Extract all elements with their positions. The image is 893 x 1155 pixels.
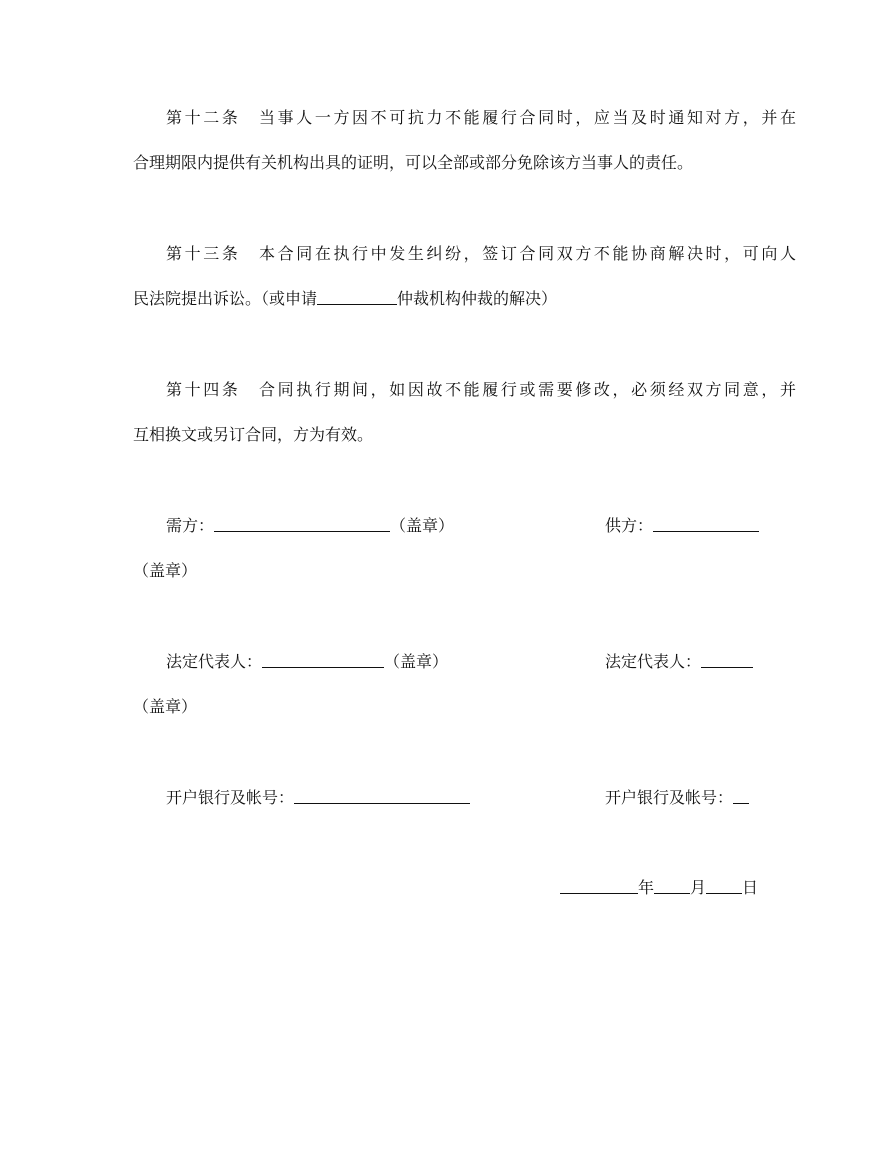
article-13-heading: 第十三条 (166, 244, 241, 263)
year-label: 年 (638, 878, 655, 897)
demand-legal-rep-blank[interactable] (262, 651, 384, 668)
day-label: 日 (742, 878, 759, 897)
article-13-text-2-suffix: 仲裁机构仲裁的解决） (397, 289, 558, 308)
supply-bank (605, 787, 749, 809)
demand-legal-rep (166, 651, 448, 673)
demand-bank (166, 787, 470, 809)
article-12-text-1: 当事人一方因不可抗力不能履行合同时，应当及时通知对方，并在 (256, 108, 796, 127)
day-blank[interactable] (706, 877, 742, 894)
demand-party-blank[interactable] (214, 515, 390, 532)
article-14-line-1 (133, 379, 796, 401)
demand-legal-rep-label: 法定代表人： (166, 652, 263, 671)
signing-date (560, 877, 763, 899)
article-14-heading: 第十四条 (166, 380, 241, 399)
article-12-line-1 (133, 107, 796, 129)
supply-party-blank[interactable] (653, 515, 759, 532)
article-13-text-2-prefix: 民法院提出诉讼。（或申请 (133, 289, 318, 308)
demand-party (166, 515, 454, 537)
supply-legal-rep (605, 651, 753, 673)
supply-party (605, 515, 759, 537)
article-12-heading: 第十二条 (166, 108, 241, 127)
year-blank[interactable] (560, 877, 638, 894)
demand-legal-rep-seal: （盖章） (384, 652, 449, 671)
supply-legal-rep-label: 法定代表人： (605, 652, 702, 671)
demand-seal: （盖章） (390, 516, 455, 535)
bank-row (133, 787, 763, 809)
supply-bank-blank[interactable] (733, 787, 749, 804)
legal-rep-row (133, 651, 763, 673)
month-label: 月 (690, 878, 707, 897)
article-14-line-2: 互相换文或另订合同，方为有效。 (133, 425, 374, 444)
arbitration-institution-blank[interactable] (317, 288, 397, 305)
party-row (133, 515, 763, 537)
supply-bank-label: 开户银行及帐号： (605, 788, 734, 807)
demand-bank-label: 开户银行及帐号： (166, 788, 295, 807)
demand-label: 需方： (166, 516, 215, 535)
supply-legal-rep-blank[interactable] (701, 651, 753, 668)
article-13-line-2 (133, 288, 763, 310)
month-blank[interactable] (654, 877, 690, 894)
article-13-line-1 (133, 243, 796, 265)
supply-legal-rep-seal: （盖章） (133, 697, 198, 716)
article-13-text-1: 本合同在执行中发生纠纷，签订合同双方不能协商解决时，可向人 (256, 244, 796, 263)
article-12-line-2: 合理期限内提供有关机构出具的证明，可以全部或部分免除该方当事人的责任。 (133, 153, 694, 172)
article-14-text-1: 合同执行期间，如因故不能履行或需要修改，必须经双方同意，并 (256, 380, 796, 399)
supply-seal: （盖章） (133, 561, 198, 580)
supply-label: 供方： (605, 516, 654, 535)
demand-bank-blank[interactable] (294, 787, 470, 804)
